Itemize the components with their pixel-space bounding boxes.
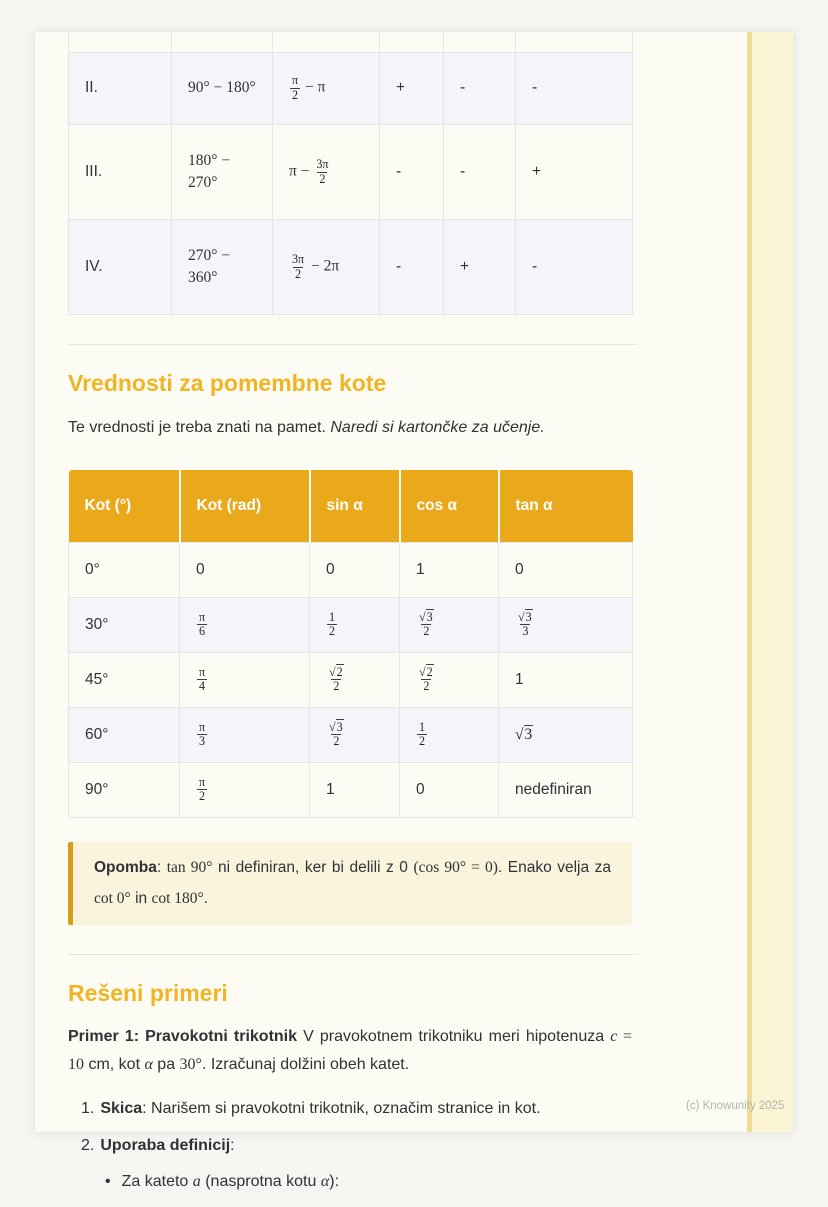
text-segment: Uporaba definicij [100, 1137, 231, 1155]
text-segment: cot 0° [94, 889, 131, 907]
text-segment: ): [329, 1172, 340, 1190]
cell-sin-sign: + [380, 53, 444, 125]
cell-degrees: 90° − 180° [172, 53, 273, 125]
cell-sin-sign [380, 32, 444, 53]
sqrt: √3 [515, 725, 533, 743]
cell-cos-sign: + [444, 220, 516, 315]
cell-degrees: 180° − 270° [172, 125, 273, 220]
cell-cos-sign [444, 32, 516, 53]
text-segment: : Narišem si pravokotni trikotnik, označim stranice in kot. [142, 1100, 541, 1118]
text-segment: c [610, 1028, 618, 1046]
text-segment: Opomba [94, 858, 157, 876]
fraction: $\frac{3\pi}{2}$ [316, 156, 329, 186]
cell-degrees [172, 32, 273, 53]
cell-sin-value [310, 597, 400, 652]
page-edge-band [752, 32, 793, 1132]
cell-quadrant: IV. [69, 220, 172, 315]
column-header: Kot (°) [69, 470, 180, 543]
cell-radians: $\frac{3\pi}{2}$ − 2π [273, 220, 380, 315]
sqrt: √2 [419, 664, 433, 679]
section-heading-values: Vrednosti za pomembne kote [68, 370, 387, 396]
page-edge-line [747, 32, 752, 1132]
table-row [69, 542, 633, 597]
intro-text-italic: Naredi si kartončke za učenje. [330, 418, 545, 436]
intro-text: Te vrednosti je treba znati na pamet. [68, 418, 331, 436]
cell-quadrant: II. [69, 53, 172, 125]
column-header: Kot (rad) [180, 470, 310, 543]
cell-degrees: 270° − 360° [172, 220, 273, 315]
sqrt: √2 [329, 664, 343, 679]
cell-tan-value [499, 707, 633, 762]
cell-cos-sign: - [444, 53, 516, 125]
fraction: $\frac{√3}{2}$ [329, 719, 343, 749]
text-segment: α [144, 1056, 153, 1074]
text-segment: (cos 90° = 0) [413, 858, 498, 876]
cell-tan-value: nedefiniran [499, 762, 633, 817]
list-marker: 2. [81, 1137, 95, 1155]
cell-angle-deg: 60° [69, 707, 180, 762]
text-segment: V pravokotnem trikotniku meri hipotenuza [297, 1028, 611, 1046]
text-segment: cm, kot [84, 1056, 145, 1074]
cell-sin-value: 1 [310, 762, 400, 817]
fraction: $\frac{\pi}{2}$ [292, 73, 299, 102]
section-divider [68, 344, 638, 345]
cell-tan-value: 0 [499, 542, 633, 597]
cell-cos-value: 0 [400, 762, 499, 817]
table-row [69, 762, 633, 817]
fraction: $\frac{√3}{3}$ [518, 609, 532, 639]
fraction: $\frac{1}{2}$ [419, 719, 426, 749]
text-segment: Za kateto [121, 1172, 193, 1190]
column-header: tan α [499, 470, 633, 543]
example-1-statement [68, 1023, 632, 1079]
fraction: $\frac{√2}{2}$ [419, 664, 433, 694]
text-segment: : [156, 858, 167, 876]
cell-quadrant: III. [69, 125, 172, 220]
cell-cos-value [400, 707, 499, 762]
quadrant-sign-table [68, 32, 633, 315]
text-segment: in [130, 889, 152, 907]
note-box [68, 842, 632, 925]
cell-angle-rad [180, 652, 310, 707]
cell-cos-value: 1 [400, 542, 499, 597]
fraction: $\frac{\pi}{3}$ [199, 719, 206, 749]
section-divider [68, 954, 638, 955]
table-header-row [69, 470, 633, 543]
table-row [69, 220, 633, 315]
table-row [69, 597, 633, 652]
table-row-partial [69, 32, 633, 53]
values-intro [68, 416, 632, 440]
cell-radians: $\frac{\pi}{2}$ − π [273, 53, 380, 125]
cell-cos-value [400, 652, 499, 707]
solution-steps [68, 1097, 632, 1193]
fraction: $\frac{\pi}{6}$ [199, 609, 206, 639]
cell-angle-deg: 30° [69, 597, 180, 652]
text-segment: . [203, 889, 209, 907]
cell-angle-deg: 0° [69, 542, 180, 597]
list-marker: 1. [81, 1100, 95, 1118]
bullet-marker: • [105, 1172, 111, 1190]
copyright-watermark: (c) Knowunity 2025 [686, 1100, 785, 1112]
text-segment: Primer 1: Pravokotni trikotnik [68, 1028, 298, 1046]
cell-angle-rad [180, 707, 310, 762]
text-segment: ni definiran, ker bi delili z 0 [212, 858, 414, 876]
fraction: $\frac{√2}{2}$ [329, 664, 343, 694]
text-segment: 30° [179, 1056, 202, 1074]
cell-cos-sign: - [444, 125, 516, 220]
fraction: $\frac{1}{2}$ [329, 609, 336, 639]
sqrt: √3 [419, 609, 433, 624]
cell-angle-rad: 0 [180, 542, 310, 597]
text-segment: : [230, 1137, 235, 1155]
cell-angle-rad [180, 597, 310, 652]
cell-angle-deg: 45° [69, 652, 180, 707]
fraction: $\frac{\pi}{2}$ [199, 774, 206, 804]
cell-radians [273, 32, 380, 53]
text-segment: . Enako velja za [497, 858, 611, 876]
cell-sin-value [310, 707, 400, 762]
note-text [94, 853, 611, 914]
page-content [68, 32, 632, 1207]
text-segment: (nasprotna kotu [200, 1172, 321, 1190]
sub-step [105, 1170, 632, 1193]
text-segment: . Izračunaj dolžini obeh katet. [201, 1056, 410, 1074]
sub-steps [81, 1170, 632, 1193]
fraction: $\frac{\pi}{4}$ [199, 664, 206, 694]
text-segment: pa [152, 1056, 180, 1074]
cell-sin-sign: - [380, 125, 444, 220]
fraction: $\frac{√3}{2}$ [419, 609, 433, 639]
important-angles-table [68, 470, 633, 818]
column-header: cos α [400, 470, 499, 543]
table-row [69, 652, 633, 707]
solution-step [81, 1097, 632, 1120]
text-segment: a [192, 1172, 201, 1190]
text-segment: α [320, 1172, 330, 1190]
cell-angle-rad [180, 762, 310, 817]
solution-step [81, 1134, 632, 1192]
column-header: sin α [310, 470, 400, 543]
text-segment: tan 90° [166, 858, 213, 876]
cell-tan-value [499, 597, 633, 652]
cell-sin-value: 0 [310, 542, 400, 597]
section-heading-examples: Rešeni primeri [68, 980, 228, 1007]
cell-sin-value [310, 652, 400, 707]
document-page [35, 32, 793, 1190]
table-row [69, 125, 633, 220]
cell-radians: π − $\frac{3\pi}{2}$ [273, 125, 380, 220]
cell-tan-sign: + [516, 125, 633, 220]
text-segment: cot 180° [151, 889, 204, 907]
cell-angle-deg: 90° [69, 762, 180, 817]
cell-cos-value [400, 597, 499, 652]
text-segment: = 10 [68, 1028, 633, 1074]
cell-tan-sign [516, 32, 633, 53]
cell-tan-sign: - [516, 53, 633, 125]
cell-tan-sign: - [516, 220, 633, 315]
sqrt: √3 [518, 609, 532, 624]
sqrt: √3 [329, 719, 343, 734]
cell-sin-sign: - [380, 220, 444, 315]
table-row [69, 53, 633, 125]
table-row [69, 707, 633, 762]
cell-quadrant [69, 32, 172, 53]
text-segment: Skica [100, 1100, 143, 1118]
cell-tan-value: 1 [499, 652, 633, 707]
fraction: $\frac{3\pi}{2}$ [292, 251, 305, 281]
